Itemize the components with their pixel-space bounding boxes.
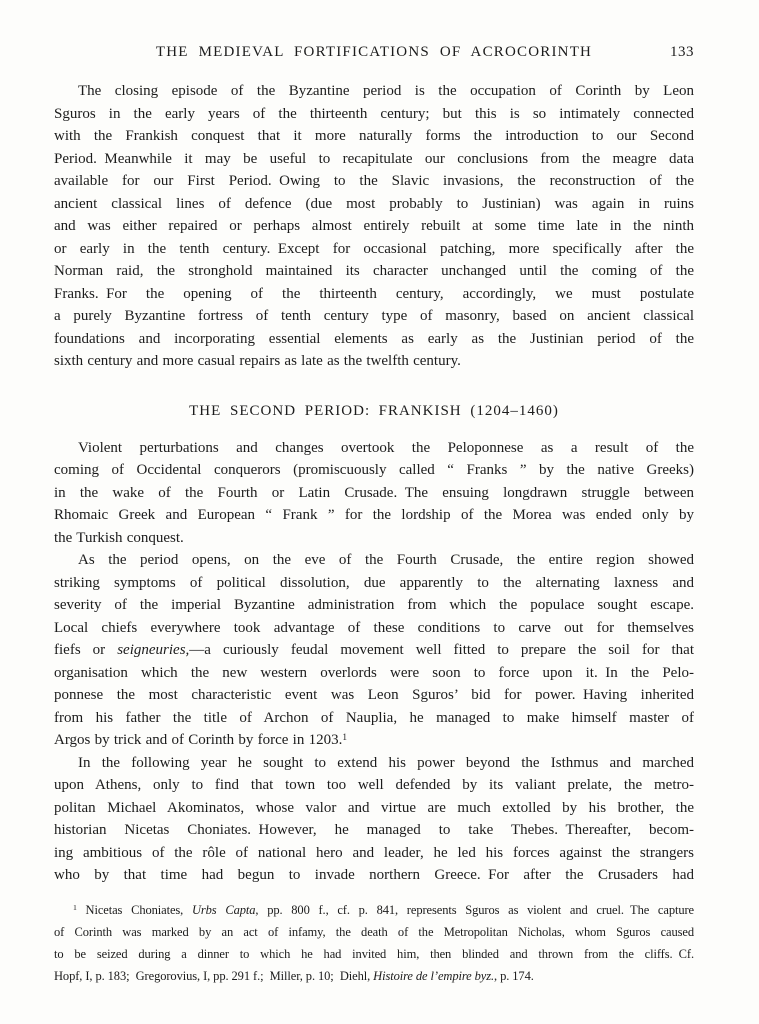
text-segment: and was either repaired or perhaps almost entirely rebuilt at some time late in the ninth (54, 218, 694, 234)
text-line (54, 864, 694, 887)
text-segment: In the following year he sought to extend his power beyond the Isthmus and marched (78, 754, 694, 771)
text-segment: The closing episode of the Byzantine period is the occupation of Corinth by Leon (78, 83, 694, 99)
italic-text: Histoire de l’empire byz. (373, 968, 495, 983)
text-line (54, 527, 694, 550)
text-segment: upon Athens, only to find that town too well defended by its valiant prelate, the metro- (54, 777, 694, 793)
text-segment: As the period opens, on the eve of the Fourth Crusade, the entire region showed (78, 552, 694, 568)
text-segment: with the Frankish conquest that it more naturally forms the introduction to our Second (54, 128, 694, 144)
text-line (54, 482, 694, 505)
text-line (54, 170, 694, 193)
text-line (54, 684, 694, 707)
text-segment: fiefs or (54, 642, 118, 658)
footnote-line (54, 965, 694, 987)
text-line (54, 639, 694, 662)
text-line (54, 328, 694, 351)
text-segment: Norman raid, the stronghold maintained its character unchanged until the coming of the (54, 263, 694, 279)
text-segment: Franks. For the opening of the thirteenth century, accordingly, we must postulate (54, 285, 694, 302)
text-segment: coming of Occidental conquerors (promiscuously called “ Franks ” by the native Greeks) (54, 462, 694, 478)
footnote-line (54, 921, 694, 943)
text-segment: , p. 174. (494, 968, 534, 983)
footnote-line (54, 943, 694, 965)
page-number: 133 (670, 44, 694, 60)
text-line (54, 283, 694, 306)
body-text-top (54, 80, 694, 373)
footnote (54, 899, 694, 987)
text-segment: Nicetas Choniates, (76, 902, 192, 917)
text-segment: striking symptoms of political dissolution, due apparently to the alternating laxness and (54, 574, 694, 591)
text-line (54, 662, 694, 685)
text-segment: —a curiously feudal movement well fitted to prepare the soil for that (189, 642, 694, 658)
text-line (54, 572, 694, 595)
text-line (54, 238, 694, 261)
text-segment: who by that time had begun to invade northern Greece. For after the Crusaders had (54, 867, 694, 883)
text-line (54, 305, 694, 328)
text-segment: from his father the title of Archon of Nauplia, he managed to make himself master of (54, 709, 694, 726)
text-line (54, 594, 694, 617)
text-segment: Period. Meanwhile it may be useful to recapitulate our conclusions from the meagre data (54, 150, 694, 167)
footnote-line (54, 899, 694, 921)
text-line (54, 148, 694, 171)
text-segment: severity of the imperial Byzantine administration from which the populace sought escape. (54, 597, 694, 613)
text-segment: Hopf, I, p. 183; Gregorovius, I, pp. 291 f.; Miller, p. 10; Diehl, (54, 968, 374, 983)
text-line (54, 729, 694, 752)
text-segment: of Corinth was marked by an act of infamy, the death of the Metropolitan Nicholas, whom Sguros caused (54, 924, 694, 939)
paragraph (54, 549, 694, 752)
text-segment: , pp. 800 f., cf. p. 841, represents Sguros as violent and cruel. The capture (255, 902, 694, 917)
text-line (54, 193, 694, 216)
italic-text: Urbs Capta (191, 902, 256, 917)
text-segment: Rhomaic Greek and European “ Frank ” for the lordship of the Morea was ended only by (54, 507, 694, 523)
text-segment: Sguros in the early years of the thirteenth century; but this is so intimately connected (54, 105, 694, 122)
text-segment: Argos by trick and of Corinth by force in 1203. (54, 732, 343, 748)
section-heading: THE SECOND PERIOD: FRANKISH (1204–1460) (189, 402, 559, 419)
text-line (54, 707, 694, 730)
text-segment: organisation which the new western overlords were soon to force upon it. In the Pelo- (54, 664, 694, 681)
text-segment: politan Michael Akominatos, whose valor and virtue are much extolled by his brother, the (54, 799, 694, 816)
text-segment: in the wake of the Fourth or Latin Crusade. The ensuing longdrawn struggle between (54, 484, 694, 501)
header-title: THE MEDIEVAL FORTIFICATIONS OF ACROCORINTH (155, 44, 593, 60)
text-line (54, 617, 694, 640)
text-line (54, 842, 694, 865)
text-line (54, 350, 694, 373)
text-line (54, 80, 694, 103)
text-segment: a purely Byzantine fortress of tenth century type of masonry, based on ancient classical (54, 308, 694, 324)
text-line (54, 549, 694, 572)
text-segment: available for our First Period. Owing to the Slavic invasions, the reconstruction of the (54, 173, 694, 189)
text-line (54, 215, 694, 238)
text-segment: sixth century and more casual repairs as late as the twelfth century. (54, 353, 461, 369)
text-line (54, 125, 694, 148)
body-text-bottom (54, 437, 694, 887)
text-segment: the Turkish conquest. (54, 529, 184, 546)
paragraph (54, 80, 694, 373)
text-segment: Local chiefs everywhere took advantage of these conditions to carve out for themselves (54, 619, 694, 636)
paragraph (54, 752, 694, 887)
text-line (54, 774, 694, 797)
text-line (54, 797, 694, 820)
text-line (54, 504, 694, 527)
text-line (54, 752, 694, 775)
text-segment: ponnese the most characteristic event was Leon Sguros’ bid for power. Having inherited (54, 687, 694, 703)
text-segment: Violent perturbations and changes overtook the Peloponnese as a result of the (78, 439, 694, 456)
paragraph (54, 437, 694, 550)
text-segment: ing ambitious of the rôle of national hero and leader, he led his forces against the strangers (54, 844, 694, 861)
text-segment: ancient classical lines of defence (due most probably to Justinian) was again in ruins (54, 195, 694, 212)
text-line (54, 819, 694, 842)
text-segment: or early in the tenth century. Except for occasional patching, more specifically after the (54, 240, 694, 257)
text-line (54, 459, 694, 482)
text-segment: to be seized during a dinner to which he had invited him, then blinded and thrown from the cliffs. Cf. (54, 946, 694, 961)
italic-text: seigneuries, (117, 642, 190, 658)
text-line (54, 103, 694, 126)
footnote-marker: 1 (73, 903, 77, 913)
text-line (54, 437, 694, 460)
text-segment: historian Nicetas Choniates. However, he managed to take Thebes. Thereafter, becom- (54, 822, 694, 838)
text-segment: foundations and incorporating essential elements as early as the Justinian period of the (54, 330, 694, 347)
footnote-marker: 1 (342, 733, 347, 744)
running-header (54, 44, 694, 60)
text-line (54, 260, 694, 283)
